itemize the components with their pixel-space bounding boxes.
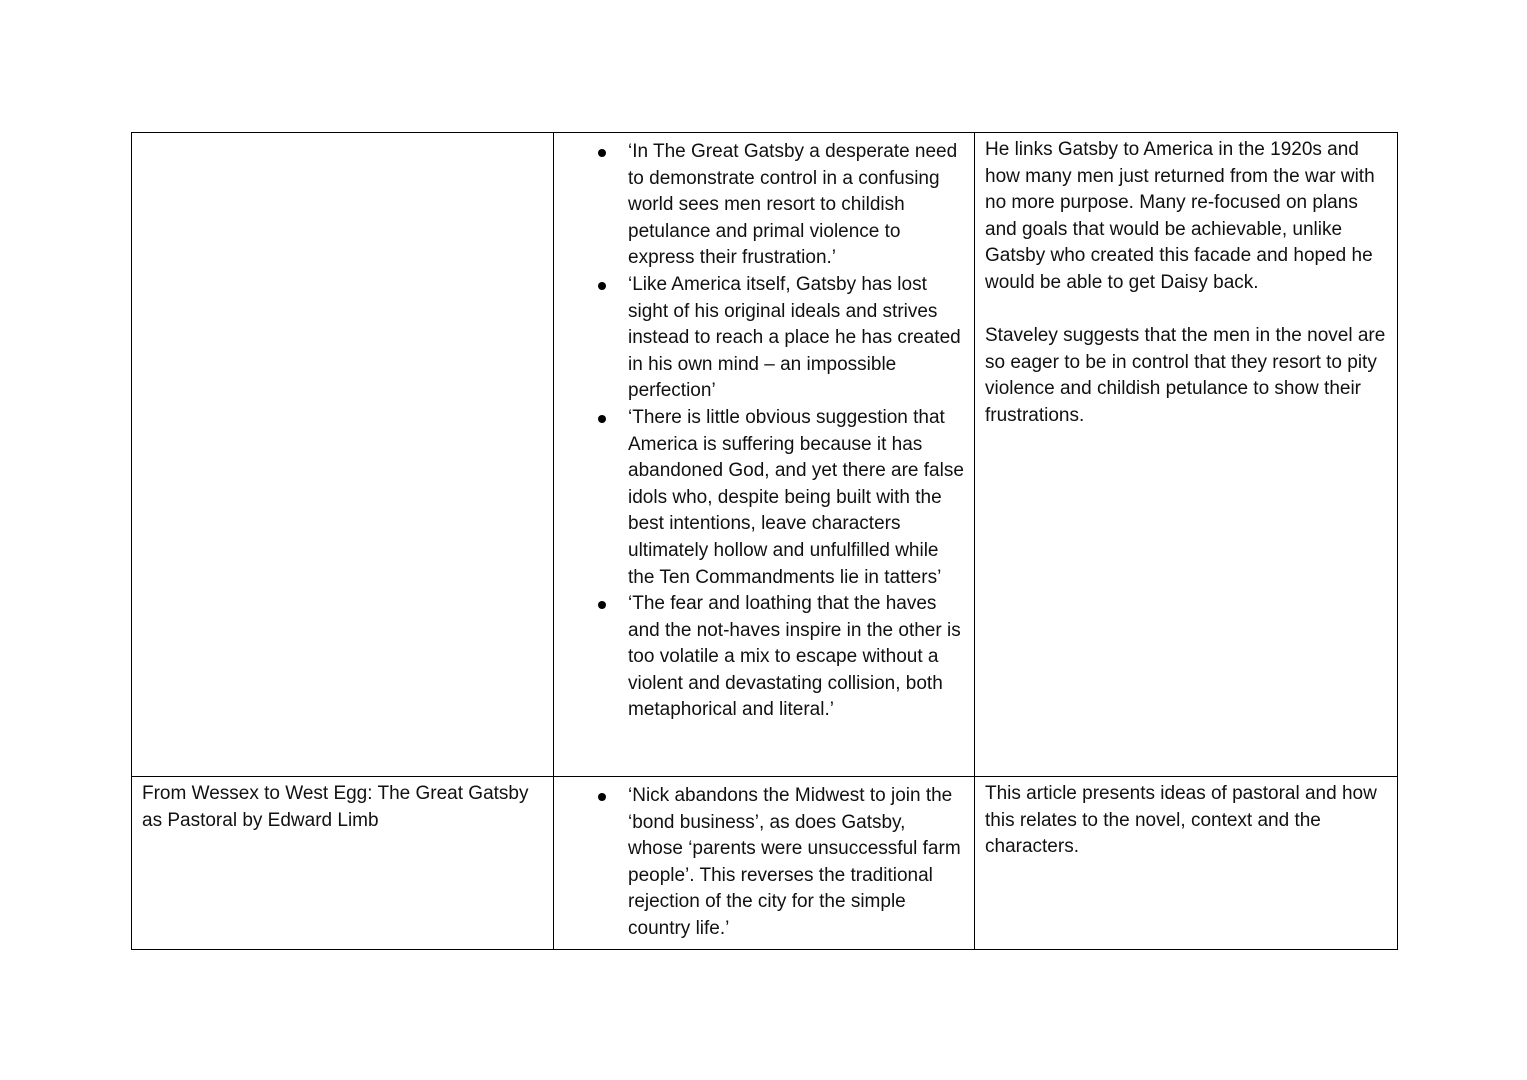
table-row	[132, 133, 1398, 777]
quote-list	[564, 139, 964, 724]
quote-item	[564, 783, 964, 943]
quote-item	[564, 272, 964, 405]
quote-text: ‘Like America itself, Gatsby has lost sight of his original ideals and strives instead to reach a place he has created in his own mind – an impossible perfection’	[628, 273, 961, 402]
quote-text: ‘Nick abandons the Midwest to join the ‘bond business’, as does Gatsby, whose ‘parents were unsuccessful farm people’. This reverses the traditional rejection of the city for the simple country life.’	[628, 785, 961, 939]
quotes-cell	[554, 777, 975, 950]
source-title: From Wessex to West Egg: The Great Gatsby as Pastoral by Edward Limb	[142, 783, 529, 831]
note-paragraph: He links Gatsby to America in the 1920s and how many men just returned from the war with no more purpose. Many re-focused on plans and goals that would be achievable, unlike Gatsby who created this facade and hoped he would be able to get Daisy back.	[985, 139, 1375, 293]
quote-text: ‘There is little obvious suggestion that America is suffering because it has abandoned God, and yet there are false idols who, despite being built with the best intentions, leave characters ultimately hollow and unfulfilled while the Ten Commandments lie in tatters’	[628, 406, 964, 588]
bullet-icon	[598, 415, 606, 423]
quote-text: ‘The fear and loathing that the haves and the not-haves inspire in the other is too volatile a mix to escape without a violent and devastating collision, both metaphorical and literal.’	[628, 593, 961, 721]
critics-table	[131, 132, 1398, 950]
quote-item	[564, 405, 964, 591]
quote-item	[564, 139, 964, 272]
table-row	[132, 777, 1398, 950]
quote-text: ‘In The Great Gatsby a desperate need to demonstrate control in a confusing world sees men resort to childish petulance and primal violence to express their frustration.’	[628, 141, 958, 269]
bullet-icon	[598, 282, 606, 290]
bullet-icon	[598, 149, 606, 157]
notes-cell	[975, 133, 1398, 777]
source-cell	[132, 777, 554, 950]
bullet-icon	[598, 601, 606, 609]
notes-cell	[975, 777, 1398, 950]
quote-list	[564, 783, 964, 943]
bullet-icon	[598, 793, 606, 801]
note-paragraph: Staveley suggests that the men in the novel are so eager to be in control that they resort to pity violence and childish petulance to show their frustrations.	[985, 325, 1386, 426]
source-cell	[132, 133, 554, 777]
note-paragraph: This article presents ideas of pastoral and how this relates to the novel, context and the characters.	[985, 783, 1377, 858]
quotes-cell	[554, 133, 975, 777]
quote-item	[564, 591, 964, 724]
